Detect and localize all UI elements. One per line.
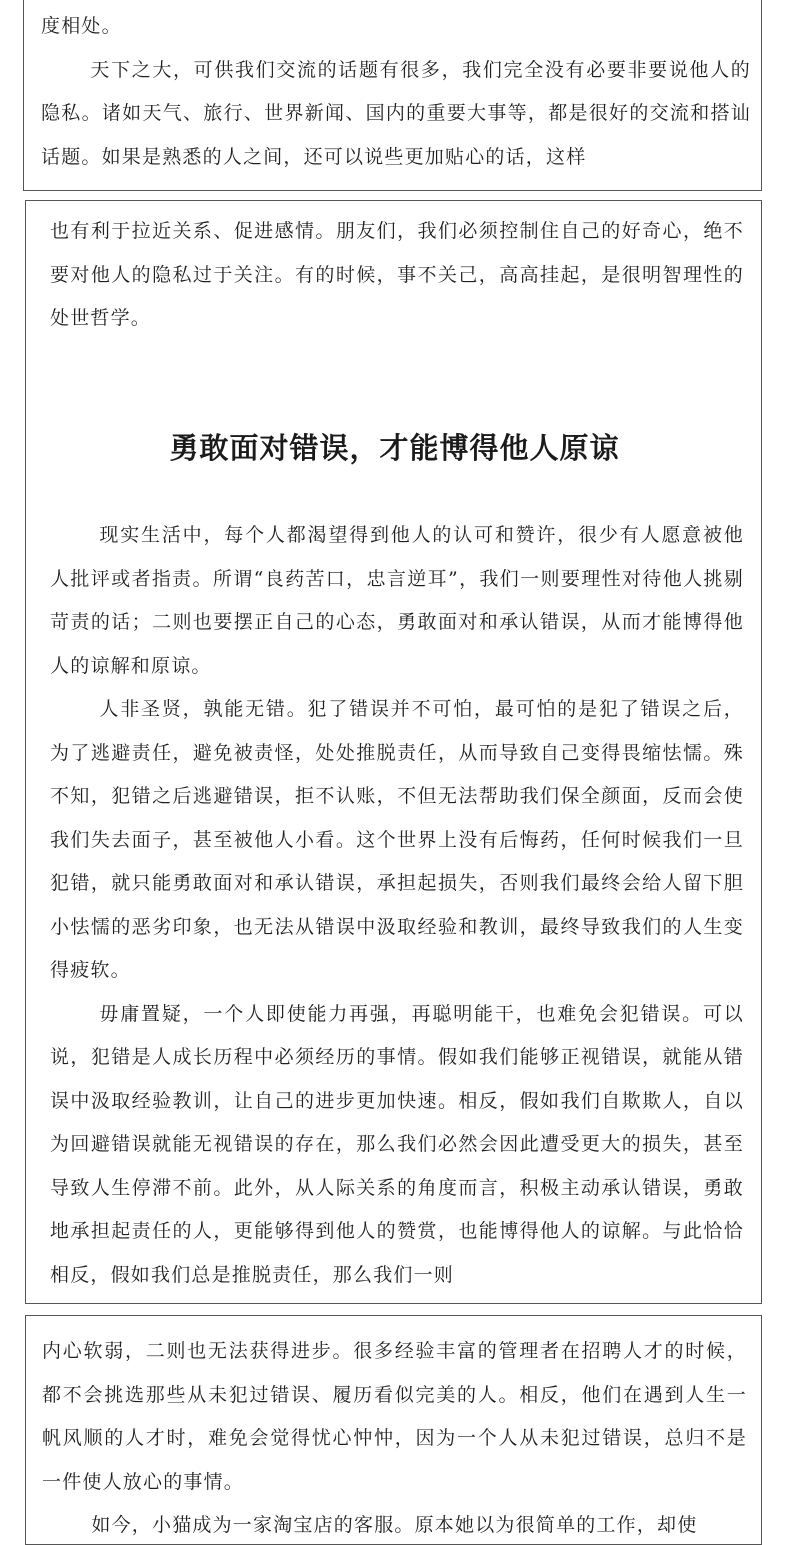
paragraph: 如今，小猫成为一家淘宝店的客服。原本她以为很简单的工作，却使 — [91, 1514, 698, 1536]
page-fragment-bottom — [25, 1315, 762, 1545]
text-block — [50, 210, 744, 341]
text-block — [42, 1330, 747, 1545]
page-main — [25, 200, 762, 1304]
paragraph: 现实生活中，每个人都渴望得到他人的认可和赞许，很少有人愿意被他人批评或者指责。所谓“良药苦口，忠言逆耳”，我们一则要理性对待他人挑剔苛责的话；二则也要摆正自己的心态，勇敢面对和承认错误，从而才能博得他人的谅解和原谅。 — [50, 524, 744, 677]
paragraph-continuation: 也有利于拉近关系、促进感情。朋友们，我们必须控制住自己的好奇心，绝不要对他人的隐私过于关注。有的时候，事不关己，高高挂起，是很明智理性的处世哲学。 — [50, 220, 744, 329]
paragraph: 天下之大，可供我们交流的话题有很多，我们完全没有必要非要说他人的隐私。诸如天气、旅行、世界新闻、国内的重要大事等，都是很好的交流和搭讪话题。如果是熟悉的人之间，还可以说些更加贴心的话，这样 — [41, 58, 751, 168]
text-block — [50, 514, 744, 1297]
page-fragment-top — [23, 0, 762, 191]
paragraph: 人非圣贤，孰能无错。犯了错误并不可怕，最可怕的是犯了错误之后，为了逃避责任，避免被责怪，处处推脱责任，从而导致自己变得畏缩怯懦。殊不知，犯错之后逃避错误，拒不认账，不但无法帮助我们保全颜面，反而会使我们失去面子，甚至被他人小看。这个世界上没有后悔药，任何时候我们一旦犯错，就只能勇敢面对和承认错误，承担起损失，否则我们最终会给人留下胆小怯懦的恶劣印象，也无法从错误中汲取经验和教训，最终导致我们的人生变得疲软。 — [50, 698, 744, 981]
paragraph-continuation: 度相处。 — [41, 15, 122, 37]
section-heading: 勇敢面对错误，才能博得他人原谅 — [169, 431, 620, 465]
text-block — [41, 5, 751, 179]
paragraph: 毋庸置疑，一个人即使能力再强，再聪明能干，也难免会犯错误。可以说，犯错是人成长历程中必须经历的事情。假如我们能够正视错误，就能从错误中汲取经验教训，让自己的进步更加快速。相反，假如我们自欺欺人，自以为回避错误就能无视错误的存在，那么我们必然会因此遭受更大的损失，甚至导致人生停滞不前。此外，从人际关系的角度而言，积极主动承认错误，勇敢地承担起责任的人，更能够得到他人的赞赏，也能博得他人的谅解。与此恰恰相反，假如我们总是推脱责任，那么我们一则 — [50, 1002, 744, 1286]
paragraph-continuation: 内心软弱，二则也无法获得进步。很多经验丰富的管理者在招聘人才的时候，都不会挑选那些从未犯过错误、履历看似完美的人。相反，他们在遇到人生一帆风顺的人才时，难免会觉得忧心忡忡，因为一个人从未犯过错误，总归不是一件使人放心的事情。 — [42, 1340, 747, 1493]
